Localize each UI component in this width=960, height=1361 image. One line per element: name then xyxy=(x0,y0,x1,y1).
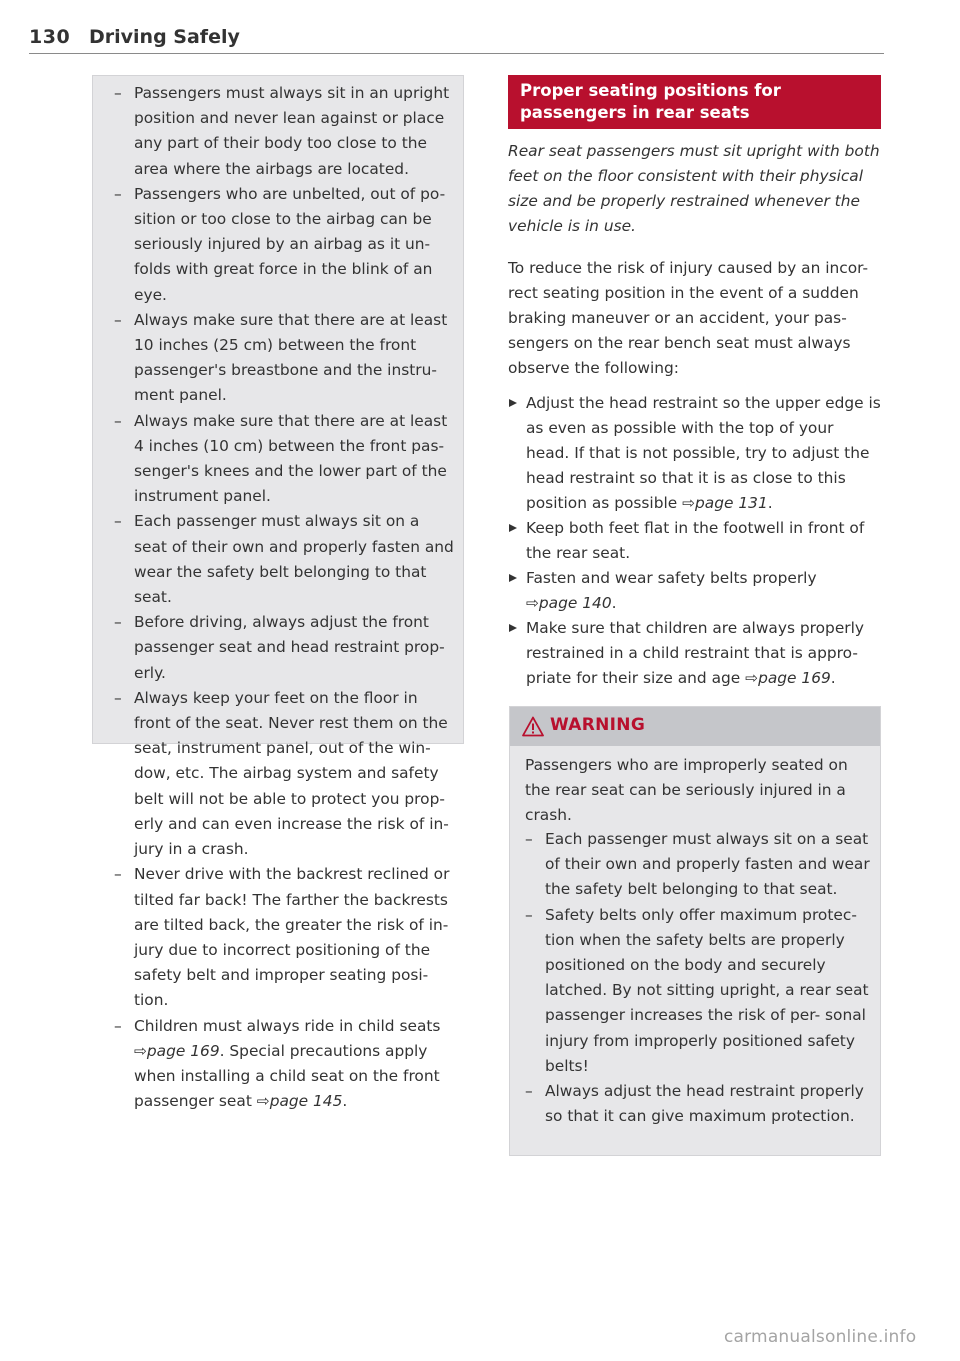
step-end: . xyxy=(767,494,773,512)
intro-paragraph: Rear seat passengers must sit upright with both feet on the floor consistent with their physical size and be properly restrained whenever the vehicle is in use. xyxy=(508,142,880,235)
section-title: Driving Safely xyxy=(89,26,240,48)
step-item xyxy=(508,391,881,516)
list-item-text: Children must always ride in child seats xyxy=(134,1016,441,1035)
xref-arrow-icon: ⇨ xyxy=(682,494,696,512)
warning-item: – Each passenger must always sit on a seat of their own and properly fasten and wear the safety belt belonging to that seat. xyxy=(525,827,877,903)
step-item xyxy=(508,566,881,616)
list-item-text: . xyxy=(342,1092,348,1111)
warning-triangle-icon xyxy=(522,716,544,737)
section-heading-box xyxy=(508,75,881,129)
list-item: – Passengers must always sit in an upright position and never lean against or place any part of their body too close to the area where the airbags are located. xyxy=(114,81,454,182)
list-item: – Before driving, always adjust the front passenger seat and head restraint prop- erly. xyxy=(114,610,454,686)
passenger-notes-list xyxy=(114,81,454,1114)
xref-arrow-icon: ⇨ xyxy=(134,1041,147,1060)
step-text: Make sure that children are always properly restrained in a child restraint that is appro- priate for their size and age xyxy=(526,619,864,687)
xref-arrow-icon: ⇨ xyxy=(526,594,539,612)
warning-box xyxy=(509,706,881,1156)
page-header xyxy=(29,24,884,54)
list-item-text: . Special precautions apply when installing a child seat on the front passenger seat xyxy=(134,1041,440,1111)
section-heading: Proper seating positions for passengers in rear seats xyxy=(520,81,781,122)
step-text: Fasten and wear safety belts properly xyxy=(526,569,817,587)
list-item: – Passengers who are unbelted, out of po- sition or too close to the airbag can be seriously injured by an airbag as it un- folds with great force in the blink of an eye. xyxy=(114,182,454,308)
warning-title: WARNING xyxy=(550,715,646,735)
list-item: – Always make sure that there are at least 10 inches (25 cm) between the front passenger's breastbone and the instru- ment panel. xyxy=(114,308,454,409)
step-list xyxy=(508,391,881,691)
step-end: . xyxy=(611,594,617,612)
xref-link[interactable]: page 131 xyxy=(695,494,768,512)
warning-paragraph: Passengers who are improperly seated on the rear seat can be seriously injured in a crash. xyxy=(525,756,848,824)
xref-arrow-icon: ⇨ xyxy=(256,1092,270,1111)
triangle-bullet-icon xyxy=(509,524,517,532)
step-item xyxy=(508,516,881,566)
triangle-bullet-icon xyxy=(509,624,517,632)
step-item xyxy=(508,616,881,691)
step-text: Keep both feet flat in the footwell in front of the rear seat. xyxy=(526,519,865,562)
warning-item: – Always adjust the head restraint properly so that it can give maximum protection. xyxy=(525,1079,877,1129)
xref-link[interactable]: page 169 xyxy=(758,669,831,687)
list-item: – Always make sure that there are at least 4 inches (10 cm) between the front pas- senger's knees and the lower part of the instrument panel. xyxy=(114,409,454,510)
xref-link[interactable]: page 169 xyxy=(146,1041,220,1060)
warning-item: – Safety belts only offer maximum protec- tion when the safety belts are properly positioned on the body and securely latched. By not sitting upright, a rear seat passenger increases the risk of per- sonal injury from improperly positioned safety belts! xyxy=(525,903,877,1079)
warning-list xyxy=(525,827,877,1129)
warning-header xyxy=(510,707,880,746)
list-item: – Always keep your feet on the floor in front of the seat. Never rest them on the seat, instrument panel, out of the win- dow, etc. The airbag system and safety belt will not be able to protect you prop- erly and can even increase the risk of in- jury in a crash. xyxy=(114,686,454,862)
step-text: Adjust the head restraint so the upper edge is as even as possible with the top of your head. If that is not possible, try to adjust the head restraint so that it is as close to this position as possible xyxy=(526,394,881,512)
triangle-bullet-icon xyxy=(509,574,517,582)
triangle-bullet-icon xyxy=(509,399,517,407)
list-item xyxy=(114,1014,454,1115)
watermark: carmanualsonline.info xyxy=(724,1327,917,1347)
xref-link[interactable]: page 140 xyxy=(538,594,612,612)
list-item: – Each passenger must always sit on a seat of their own and properly fasten and wear the safety belt belonging to that seat. xyxy=(114,509,454,610)
xref-arrow-icon: ⇨ xyxy=(745,669,759,687)
body-paragraph: To reduce the risk of injury caused by an incor- rect seating position in the event of a sudden braking maneuver or an accident, your pas- sengers on the rear bench seat must always observe the following: xyxy=(508,259,869,377)
step-end: . xyxy=(830,669,836,687)
list-item: – Never drive with the backrest reclined or tilted far back! The farther the backrests are tilted back, the greater the risk of in- jury due to incorrect positioning of the safety belt and improper seating posi- tion. xyxy=(114,862,454,1013)
xref-link[interactable]: page 145 xyxy=(269,1092,343,1111)
page-number: 130 xyxy=(29,26,71,48)
